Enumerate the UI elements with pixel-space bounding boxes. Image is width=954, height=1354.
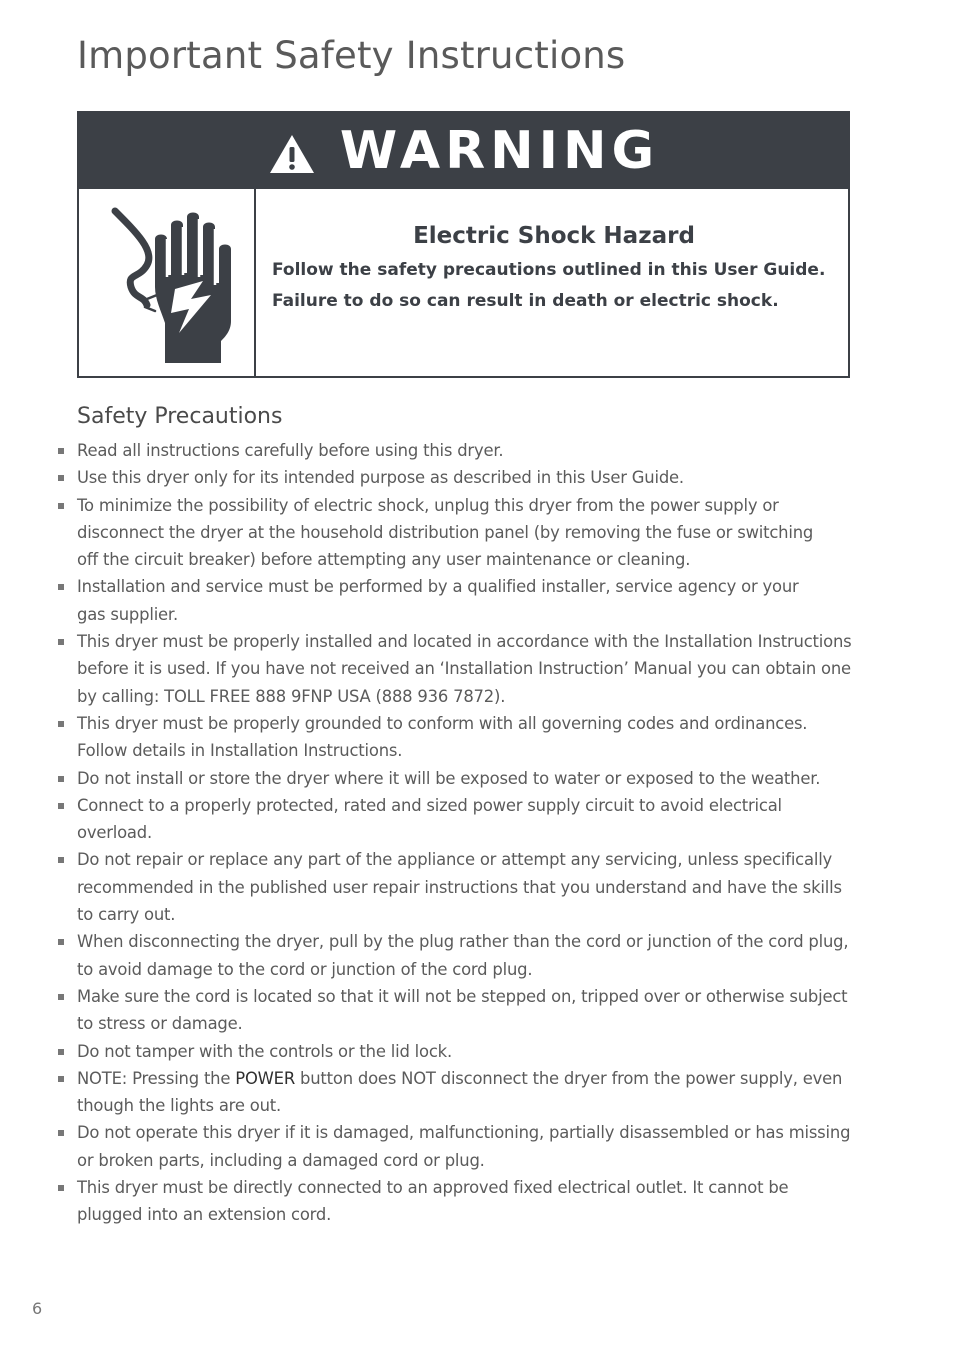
square-bullet-icon [58, 448, 64, 454]
safety-precautions-heading: Safety Precautions [77, 404, 283, 429]
list-item-power-note [57, 1065, 902, 1120]
square-bullet-icon [58, 803, 64, 809]
square-bullet-icon [58, 776, 64, 782]
list-item: Do not tamper with the controls or the lid lock. [57, 1038, 902, 1065]
list-item: Read all instructions carefully before using this dryer. [57, 437, 902, 464]
power-button-name: POWER [235, 1068, 296, 1088]
hazard-title: Electric Shock Hazard [413, 223, 695, 249]
square-bullet-icon [58, 639, 64, 645]
warning-box [77, 111, 850, 378]
list-item: Use this dryer only for its intended purpose as described in this User Guide. [57, 464, 902, 491]
square-bullet-icon [58, 584, 64, 590]
list-item: Do not operate this dryer if it is damaged, malfunctioning, partially disassembled or has missing or broken parts, including a damaged cord or plug. [57, 1119, 902, 1174]
list-item: Do not repair or replace any part of the appliance or attempt any servicing, unless specifically recommended in the published user repair instructions that you understand and have the skills to carry out. [57, 846, 902, 928]
hazard-text [272, 223, 832, 317]
list-item: Installation and service must be performed by a qualified installer, service agency or your gas supplier. [57, 573, 902, 628]
square-bullet-icon [58, 1049, 64, 1055]
warning-triangle-icon [268, 133, 316, 175]
warning-header [79, 113, 848, 189]
list-item: Make sure the cord is located so that it will not be stepped on, tripped over or otherwise subject to stress or damage. [57, 983, 902, 1038]
note-suffix: button does NOT disconnect the dryer from the power supply, even though the lights are out. [77, 1068, 843, 1116]
square-bullet-icon [58, 721, 64, 727]
list-item: This dryer must be properly installed and located in accordance with the Installation Instructions before it is used. If you have not received an ‘Installation Instruction’ Manual you can obtain one by calling: TOLL FREE 888 9FNP USA (888 936 7872). [57, 628, 902, 710]
hazard-consequence: Failure to do so can result in death or electric shock. [272, 291, 779, 311]
electric-shock-hand-icon [107, 203, 233, 365]
list-item: Connect to a properly protected, rated and sized power supply circuit to avoid electrical overload. [57, 792, 902, 847]
list-item: This dryer must be directly connected to an approved fixed electrical outlet. It cannot be plugged into an extension cord. [57, 1174, 902, 1229]
page-number: 6 [32, 1299, 43, 1318]
list-item: This dryer must be properly grounded to conform with all governing codes and ordinances. Follow details in Installation Instructions. [57, 710, 902, 765]
square-bullet-icon [58, 503, 64, 509]
square-bullet-icon [58, 1076, 64, 1082]
safety-precautions-list [57, 437, 902, 1229]
square-bullet-icon [58, 939, 64, 945]
list-item: When disconnecting the dryer, pull by the plug rather than the cord or junction of the cord plug, to avoid damage to the cord or junction of the cord plug. [57, 928, 902, 983]
square-bullet-icon [58, 1185, 64, 1191]
hazard-instruction: Follow the safety precautions outlined in this User Guide. [272, 260, 826, 280]
note-prefix: NOTE: Pressing the [77, 1068, 236, 1088]
square-bullet-icon [58, 857, 64, 863]
square-bullet-icon [58, 994, 64, 1000]
square-bullet-icon [58, 475, 64, 481]
warning-word: WARNING [339, 121, 660, 181]
page-title: Important Safety Instructions [77, 34, 626, 77]
list-item: Do not install or store the dryer where it will be exposed to water or exposed to the weather. [57, 765, 902, 792]
square-bullet-icon [58, 1130, 64, 1136]
list-item: To minimize the possibility of electric shock, unplug this dryer from the power supply or disconnect the dryer at the household distribution panel (by removing the fuse or switching off the circuit breaker) before attempting any user maintenance or cleaning. [57, 492, 902, 574]
hazard-icon-cell [79, 189, 256, 376]
